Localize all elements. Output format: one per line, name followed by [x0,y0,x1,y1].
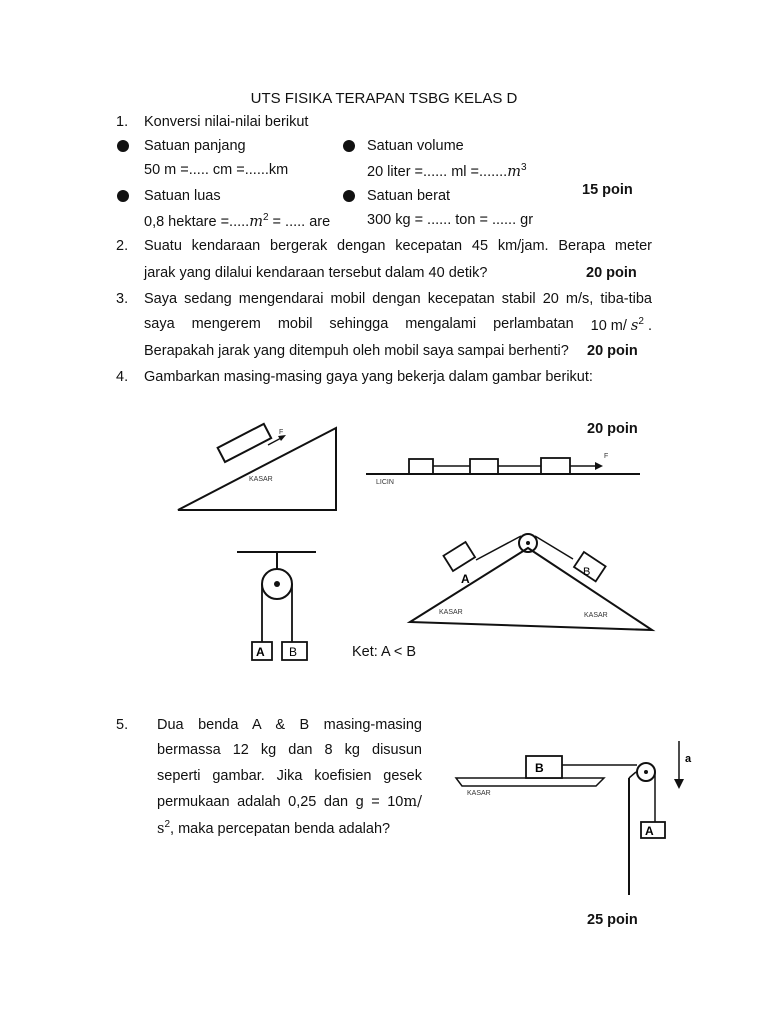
incline-figure [178,424,336,510]
q1-label-berat: Satuan berat [367,188,451,204]
hanging-block-a-label-q5: A [645,824,654,838]
q4-note: Ket: A < B [352,644,417,660]
right-surface-label: KASAR [584,612,608,619]
q1-label-volume: Satuan volume [367,138,464,154]
q5-line2: bermassa 12 kg dan 8 kg disusun [157,742,422,758]
q2-number: 2. [116,238,129,254]
blocks-force-label: F [604,453,609,460]
q4-points: 20 poin [587,421,638,437]
q1-text: Konversi nilai-nilai berikut [144,114,309,130]
q5-line3: seperti gambar. Jika koefisien gesek [157,768,422,784]
q3-line1: Saya sedang mengendarai mobil dengan kecepatan stabil 20 m/s, tiba-tiba [144,291,652,307]
table-pulley-figure [456,741,692,895]
hanging-block-b-label: B [289,645,298,659]
q1-label-luas: Satuan luas [144,188,221,204]
incline-block-a-label: A [461,572,470,586]
q5-line1: Dua benda A & B masing-masing [157,717,422,733]
q1-points: 15 poin [582,182,633,198]
table-block-b-label: B [535,761,544,775]
q5-number: 5. [116,717,129,733]
acceleration-label: a [685,753,692,765]
q3-line2: saya mengerem mobil sehingga mengalami perlambatan 10 m/ $s^2$ . [144,316,652,334]
q3-number: 3. [116,291,129,307]
q2-points: 20 poin [586,265,637,281]
incline-block [218,424,272,462]
page-title: UTS FISIKA TERAPAN TSBG KELAS D [250,90,518,107]
hanging-block-a-label: A [256,645,265,659]
q1-line-panjang: 50 m =..... cm =......km [144,162,289,178]
q1-line-volume: 20 liter =...... ml $=.......m^3$ [367,162,527,180]
q1-label-panjang: Satuan panjang [144,138,246,154]
q5-line4: permukaan adalah 0,25 dan g = 10m/ [157,794,422,810]
left-surface-label: KASAR [439,609,463,616]
incline-surface-label: KASAR [249,476,273,483]
q5-points: 25 poin [587,912,638,928]
q2-line2: jarak yang dilalui kendaraan tersebut dalam 40 detik? [144,265,488,281]
q5-line5: $s^2$, maka percepatan benda adalah? [157,819,391,837]
incline-block-b-label: B [583,566,591,578]
q4-text: Gambarkan masing-masing gaya yang bekerja dalam gambar berikut: [144,369,593,385]
q1-number: 1. [116,114,129,130]
double-incline-figure [410,534,652,630]
hanging-pulley-figure [237,552,316,660]
q3-line3: Berapakah jarak yang ditempuh oleh mobil saya sampai berhenti? [144,343,569,359]
q1-line-berat: 300 kg = ...... ton = ...... gr [367,212,534,228]
q4-number: 4. [116,369,129,385]
q1-line-luas: 0,8 hektare $=.....m^2$ = ..... are [144,212,331,230]
incline-force-label: F [279,429,284,436]
blocks-surface-label: LICIN [376,479,394,486]
connected-blocks-figure [366,453,640,486]
q3-points: 20 poin [587,343,638,359]
q2-line1: Suatu kendaraan bergerak dengan kecepatan 45 km/jam. Berapa meter [144,238,652,254]
table-surface-label: KASAR [467,790,491,797]
